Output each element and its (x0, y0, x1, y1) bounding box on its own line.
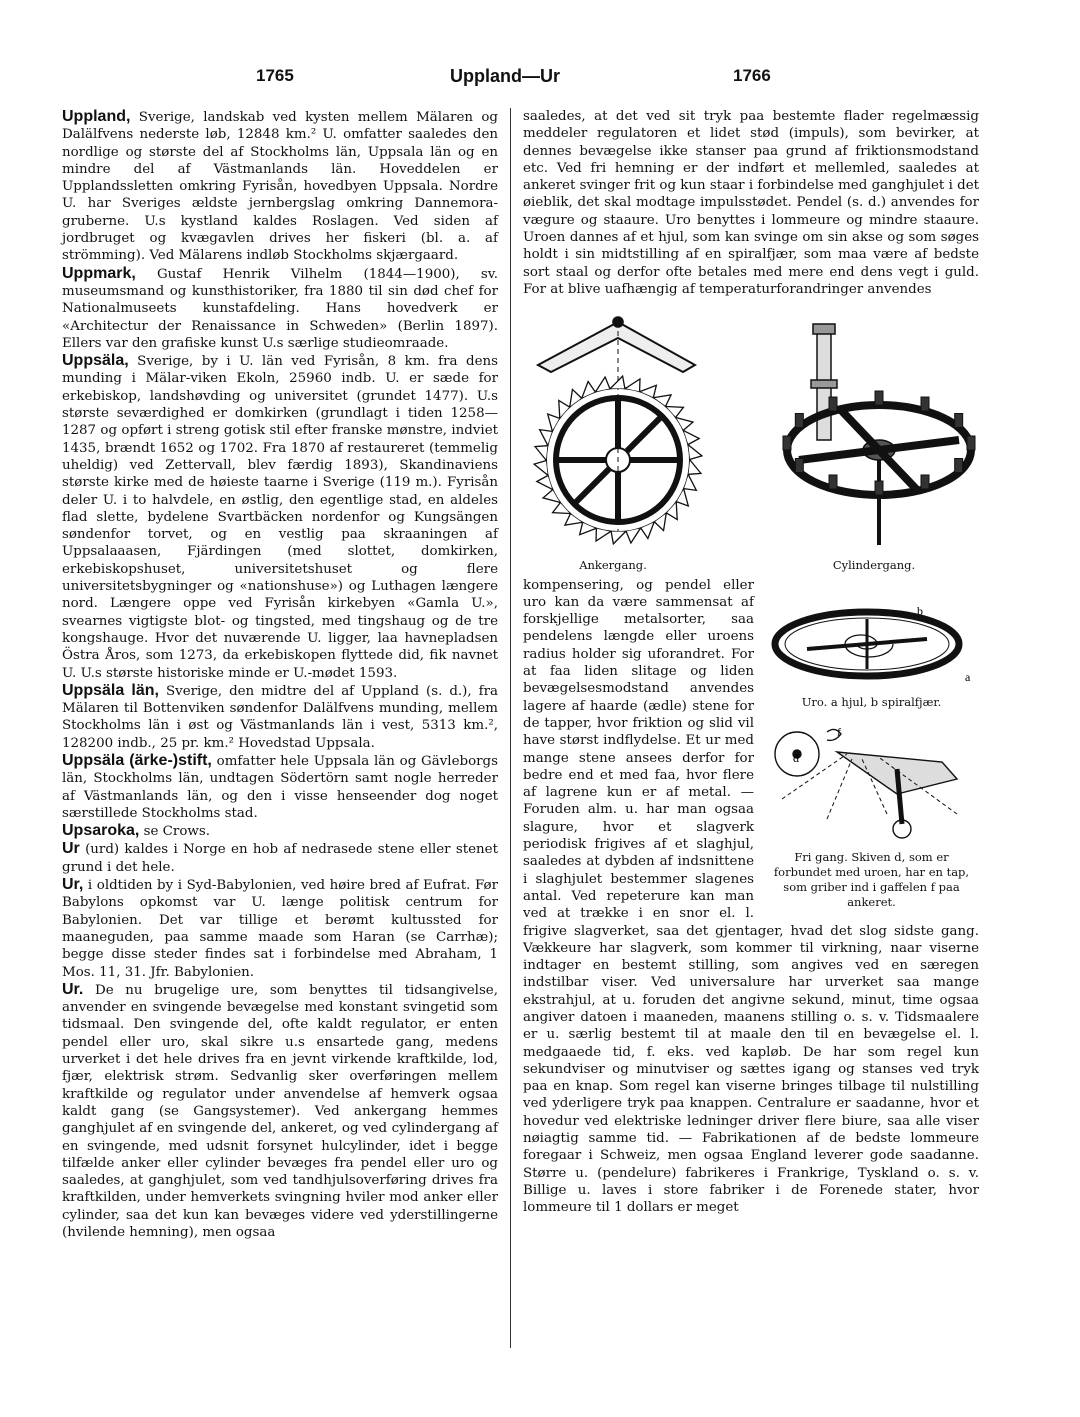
headword: Uppland, (62, 108, 131, 125)
label-b: b (916, 603, 923, 618)
entry-ur-urd (62, 840, 498, 876)
entry-ur-clock (62, 981, 498, 1241)
wheel-tooth (795, 459, 803, 473)
entry-text: Sverige, by i U. län ved Fyrisån, 8 km. fra dens munding i Mälar-viken Ekoln, 25960 indb. U. er sæde for erkebiskop, landshøvding og universitet (grundet 1477). U.s største seværdighed er domkirken (grundlagt i tiden 1258—1287 og opført i streng gotisk stil efter franske mønstre, indviet 1435, brændt 1652 og 1702. Fra 1870 af restaureret (temmelig uheldig) ved Zettervall, blev færdig 1893), Skandinaviens største kirke med de høieste taarne i Sverige (119 m.). Fyrisån deler U. i to halvdele, en østlig, den egentlige stad, en aldeles flad slette, bydelene Svartbäcken nordenfor og Kungsängen søndenfor torvet, og en vestlig paa skraaningen af Uppsalaaasen, Fjärdingen (med slottet, domkirken, erkebiskopshuset, universitetshuset og flere universitetsbygninger og «nationshuse») og Luthagen længere nord. Længere oppe ved Fyrisån kirkebyen «Gamla U.», svearnes vigtigste blot- og tingsted, med tingshaug og de tre kongshauge. Hvor det nuværende U. ligger, laa havnepladsen Östra Åros, som 1273, da erkebiskopen flyttede did, fik navnet U. U.s største historiske minde er U.-mødet 1593. (62, 354, 498, 681)
wheel-tooth (921, 397, 929, 411)
wheel-tooth (921, 475, 929, 489)
wheel-tooth (543, 490, 560, 502)
figure-uro (764, 599, 979, 910)
headword: Uppsäla (ärke-)stift, (62, 751, 212, 769)
page-number-left: 1765 (256, 66, 294, 85)
headword: Upsaroka, (62, 822, 140, 840)
entry-uppsala (62, 352, 498, 682)
label-f: f (836, 724, 841, 739)
wheel-tooth (875, 391, 883, 405)
balance-wheel-illustration (767, 599, 977, 689)
free-escapement-illustration (767, 724, 977, 844)
wheel-tooth (688, 445, 701, 459)
entry-upsaroka (62, 822, 498, 840)
wheel-tooth (689, 460, 701, 474)
entry-text: De nu brugelige ure, som benyttes til tidsangivelse, anvender en svingende bevægelse med konstant svingetid som tidsmaal. Den svingende del, ofte kaldt regulator, er enten pendel eller uro, skal sikre u.s ensartede gang, medens urverket i det hele drives fra en jevnt virkende kraftkilde, lod, fjær, elektrisk strøm. Sedvanlig sker overføringen mellem kraftkilde og regulator under anvendelse af hemverk ogsaa kaldt gang (se Gangsystemer). Ved ankergang hemmes ganghjulet af en svingende del, ankeret, og ved cylindergang af en svingende, med udsnit forsynet hulcylinder, idet i begge tilfælde anker eller cylinder bevæges fra pendel eller uro og saaledes, at ganghjulet, som ved tandhjulsoverføring drives fra kraftkilden, under hemverkets svingning hviler mod anker eller cylinder, saa det kun kan bevæges videre ved yderstillingerne (hvilende hemning), men ogsaa (62, 982, 498, 1240)
wheel-tooth (553, 503, 570, 514)
paragraph-continuation: saaledes, at det ved sit tryk paa bestemte flader regelmæssig meddeler regulatoren et lidet stød (impuls), som bevirker, at dennes bevægelse ikke stanser paa grund af friktionsmodstand etc. Ved fri hemning er der indført et mellemled, saaledes at ankeret svinger frit og kun staar i forbindelse med ganghjulet i det øieblik, det skal modtage impulsstødet. Pendel (s. d.) anvendes for vægure og staaure. Uro benyttes i lommeure og mindre staaure. Uroen dannes af et hjul, som kan svinge om sin akse og som søges holdt i sin midtstilling af en spiralfjær, som maa være af bedste sort staal og derfor ofte betales med mere end dens vegt i guld. For at blive uafhængig af temperaturforandringer anvendes (523, 109, 979, 297)
wheel-tooth (684, 431, 699, 445)
wheel-tooth (655, 514, 667, 531)
figure-caption: Ankergang. (579, 558, 647, 573)
cylinder-escapement-illustration (769, 310, 979, 555)
wheel-tooth (534, 461, 547, 475)
wheel-tooth (967, 436, 975, 450)
wheel-tooth (676, 418, 693, 430)
wheel-tooth (537, 476, 552, 490)
figure-cylindergang (769, 310, 979, 574)
figure-caption: Cylindergang. (832, 558, 916, 573)
wheel-tooth (955, 414, 963, 428)
entry-text: i oldtiden by i Syd-Babylonien, ved høire bred af Eufrat. Før Babylons opkomst var U. længe politisk centrum for Babylonien. Det var tillige et berømt kultussted for maaneguden, paa samme maade som Haran (se Carrhæ); begge disse steder findes sat i forbindelse med Abraham, 1 Mos. 11, 31. Jfr. Babylonien. (62, 878, 498, 980)
left-column (62, 108, 498, 1241)
label-d: d (792, 750, 799, 765)
entry-ur-babylon (62, 876, 498, 981)
wheel-tooth (535, 446, 547, 460)
entry-text: (urd) kaldes i Norge en hob af nedrasede stene eller stenet grund i det hele. (62, 842, 498, 875)
entry-text: omfatter hele Uppsala län og Gävleborgs län, Stockholms län, undtagen Södertörn samt nogle herreder af Västmanlands län, og den i visse henseender dog noget særstillede Stockholms stad. (62, 753, 498, 821)
escapement-wheel-illustration (523, 310, 703, 555)
entry-text: Gustaf Henrik Vilhelm (1844—1900), sv. museumsmand og kunsthistoriker, fra 1880 til sin død chef for Nationalmuseets kunstafdeling. Hans hovedverk er «Architectur der Renaissance in Schweden» (Berlin 1897). Ellers var den grafiske kunst U.s særlige studieomraade. (62, 266, 498, 351)
headword: Ur (62, 840, 80, 858)
entry-text: se Crows. (139, 824, 210, 840)
wheel-tooth (955, 459, 963, 473)
wheel-tooth (829, 475, 837, 489)
label-a: a (964, 669, 970, 684)
headword: Uppsäla, (62, 352, 129, 370)
entry-text: Sverige, den midtre del af Uppland (s. d.), fra Mälaren til Bottenviken søndenfor Dalälfvens munding, mellem Stockholms län i øst og Västmanlands län i vest, 5313 km.², 128200 indb., 25 pr. km.² Hovedstad Uppsala. (62, 683, 498, 751)
figure-caption: Fri gang. Skiven d, som er forbundet med uroen, har en tap, som griber ind i gaffelen f paa ankeret. (773, 849, 970, 909)
entry-uppsala-lan (62, 682, 498, 752)
paragraph-body: kompensering, og pendel eller uro kan da være sammensat af forskjellige metalsorter, saa pendelens længde eller uroens radius holder sig uforandret. For at faa liden slitage og liden bevægelsesmodstand anvendes lagere af haarde (ædle) stene for de tapper, hvor friktion og slid vil have størst indflydelse. Et ur med mange stene ansees derfor for bedre end et med faa, hvor flere af lagrene kun er af metal. — Foruden alm. u. har man ogsaa slagure, hvor et slagverk periodisk frigives af et slaghjul, saaledes at dybden af indsnittene i slaghjulet bestemmer slagenes antal. Ved repeterure kan man ved at trække i en snor el. l. frigive slagverket, saa det gjentager, hvad det slog sidste gang. Vækkeure har slagverk, som kommer til virkning, naar viserne indtager en bestemt stilling, som angives ved en særegen indstilbar viser. Ved universalure har urverket saa mange ekstrahjul, at u. foruden det angivne sekund, minut, time ogsaa angiver datoen i maaneden, maanens stilling o. s. v. Tidsmaalere er u. særlig bestemt til at maale den til en bevægelse el. l. medgaaede tid, f. eks. ved kapløb. De har som regel kun sekundviser og minutviser og sættes igang og stanses ved tryk paa en knap. Som regel kan viserne bringes tilbage til nulstilling ved yderligere tryk paa knappen. Centralure er saadanne, hvor et hovedur ved elektriske ledninger driver flere biure, saa alle viser nøiagtig samme tid. — Fabrikationen af de bedste lommeure foregaar i Schweiz, men ogsaa England leverer gode saadanne. Større u. (pendelure) fabrikeres i Frankrige, Tyskland o. s. v. Billige u. laves i store fabriker i de Forenede stater, hvor lommeure til 1 dollars er meget (523, 577, 979, 1216)
entry-text: Sverige, landskab ved kysten mellem Mälaren og Dalälfvens nederste løb, 12848 km.² U. omfatter saaledes den nordlige og største del af Stockholms län, Uppsala län og en mindre del af Västmanlands län. Hoveddelen er Upplandssletten omkring Fyrisån, hovedbyen Uppsala. Nordre U. har Sveriges ældste jernbergslag omkring Dannemora-gruberne. U.s kystland kaldes Roslagen. Ved siden af jordbruget og kvægavlen drives her fiskeri (bl. a. af strömming). Ved Mälarens indløb Stockholms skjærgaard. (62, 110, 498, 264)
headword: Ur, (62, 876, 84, 894)
right-column (523, 108, 979, 1217)
headword: Uppsäla län, (62, 681, 159, 699)
headword: Ur. (62, 980, 84, 998)
wheel-tooth (783, 436, 791, 450)
page-number-right: 1766 (733, 66, 771, 85)
wheel-tooth (829, 397, 837, 411)
wheel-tooth (875, 481, 883, 495)
figure-ankergang (523, 310, 703, 574)
headword: Uppmark, (62, 264, 136, 282)
entry-uppsala-stift (62, 752, 498, 822)
page-header (0, 66, 1080, 92)
wheel-tooth (666, 407, 683, 418)
column-divider (510, 108, 511, 1348)
figure-caption: Uro. a hjul, b spiralfjær. (801, 694, 942, 709)
wheel-tooth (611, 532, 625, 544)
figure-row (523, 310, 979, 574)
wheel-tooth (795, 414, 803, 428)
entry-uppmark (62, 265, 498, 352)
text-with-figures (523, 577, 979, 1217)
running-title: Uppland—Ur (450, 66, 560, 86)
entry-uppland (62, 108, 498, 265)
wheel-tooth (570, 390, 582, 407)
